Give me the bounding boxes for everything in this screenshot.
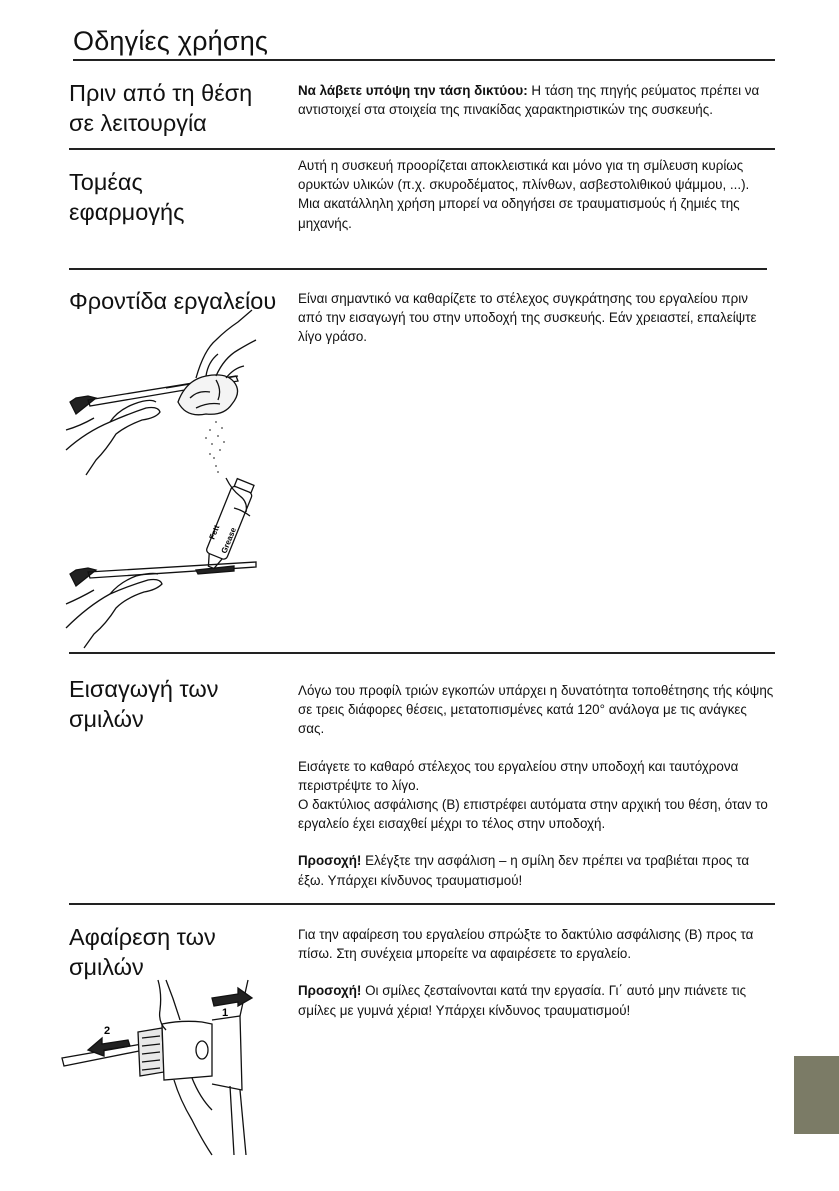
cleaning-illustration [66,310,256,475]
greasing-illustration [66,478,256,648]
insertion-paragraph: Εισάγετε το καθαρό στέλεχος του εργαλείου στην υποδοχή και ταυτόχρονα περιστρέψτε το λίγο. [298,758,739,793]
heading-line: Εισαγωγή των [69,676,219,702]
insertion-paragraph: Λόγω του προφίλ τριών εγκοπών υπάρχει η δυνατότητα τοποθέτησης τής κόψης σε τρεις διάφορες θέσεις, μετατοπισμένες κατά 120° ανάλογα με τις ανάγκες σας. [298,683,774,737]
arrow-label-2: 2 [104,1025,111,1037]
voltage-warning-text: Η τάση της πηγής ρεύματος πρέπει να αντιστοιχεί στα στοιχεία της πινακίδας χαρακτηριστικών της συσκευής. [298,83,760,118]
insertion-caution [298,851,776,889]
heading-line: σε λειτουργία [69,110,207,136]
section-body-removal [298,925,776,1038]
heading-line: Τομέας [69,169,143,195]
caution-label: Προσοχή! [298,983,362,999]
arrow-label-1: 1 [222,1007,229,1019]
caution-text: Οι σμίλες ζεσταίνονται κατά την εργασία. Γι΄ αυτό μην πιάνετε τις σμίλες με γυμνά χέρια! Υπάρχει κίνδυνος τραυματισμού! [298,983,747,1018]
section-heading-removal [69,922,216,982]
section-body-tool-care [298,289,768,347]
chapter-tab [794,1056,839,1134]
application-text: Αυτή η συσκευή προορίζεται αποκλειστικά και μόνο για τη σμίλευση κυρίως ορυκτών υλικών (π.χ. σκυροδέματος, πλίνθων, ασβεστολιθικού ψάμμου, ...). Μια ακατάλληλη χρήση μπορεί να οδηγήσει σε τραυματισμούς ή ζημιές της μηχανής. [298,158,750,231]
section-body-insertion [298,681,776,908]
section-body-application [298,156,760,233]
section-body-before-use [298,81,776,119]
heading-line: σμιλών [69,954,144,980]
heading-line: Πριν από τη θέση [69,80,253,106]
caution-label: Προσοχή! [298,853,362,869]
heading-line: εφαρμογής [69,199,185,225]
grease-label-grease: Grease [219,526,239,555]
caution-text: Ελέγξτε την ασφάλιση – η σμίλη δεν πρέπει να τραβιέται προς τα έξω. Υπάρχει κίνδυνος τραυματισμού! [298,853,750,888]
section-heading-tool-care: Φροντίδα εργαλείου [69,288,277,314]
section-heading-insertion [69,674,218,734]
grease-label-fett: Fett [207,523,222,541]
section-divider [69,903,775,905]
heading-line: Αφαίρεση των [69,924,216,950]
title-rule [73,59,775,61]
section-divider [69,148,775,150]
section-divider [69,268,767,270]
voltage-warning-label: Να λάβετε υπόψη την τάση δικτύου: [298,83,528,98]
page-title: Οδηγίες χρήσης [73,26,269,56]
tool-care-text: Είναι σημαντικό να καθαρίζετε το στέλεχος συγκράτησης του εργαλείου πριν από την εισαγωγή του στην υποδοχή της συσκευής. Εάν χρειαστεί, επαλείψτε λίγο γράσο. [298,291,757,345]
removal-caution [298,981,776,1019]
section-divider [69,652,775,654]
heading-line: σμιλών [69,706,144,732]
section-heading-application [69,167,184,227]
insertion-paragraph: Ο δακτύλιος ασφάλισης (B) επιστρέφει αυτόματα στην αρχική του θέση, όταν το εργαλείο έχει εισαχθεί μέχρι το τέλος στην υποδοχή. [298,797,768,832]
section-heading-before-use [69,78,252,138]
removal-illustration [62,980,262,1155]
removal-paragraph: Για την αφαίρεση του εργαλείου σπρώξτε το δακτύλιο ασφάλισης (B) προς τα πίσω. Στη συνέχεια μπορείτε να αφαιρέσετε το εργαλείο. [298,927,754,962]
